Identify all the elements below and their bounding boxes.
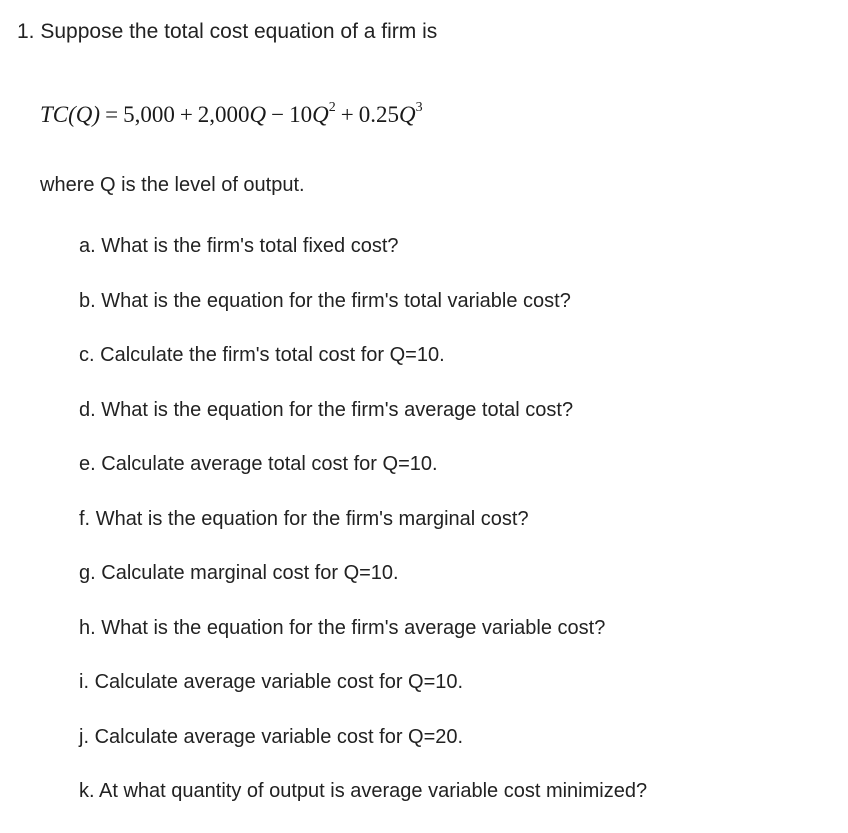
equation-quadratic-exponent: 2 xyxy=(328,100,336,116)
equation-lhs-variable: (Q) xyxy=(68,102,101,127)
sub-question-text: What is the equation for the firm's marginal cost? xyxy=(95,507,529,530)
sub-question-text: What is the equation for the firm's average variable cost? xyxy=(101,616,606,639)
equation-cubic-coef: 0.25 xyxy=(358,102,400,127)
sub-question-c xyxy=(79,342,647,397)
sub-question-letter: i. xyxy=(79,671,89,693)
sub-question-text: What is the firm's total fixed cost? xyxy=(101,235,399,257)
sub-question-letter: b. xyxy=(79,289,96,312)
equation-plus-2: + xyxy=(340,102,354,127)
sub-question-letter: f. xyxy=(79,507,91,530)
equation-quadratic-coef: 10 xyxy=(289,102,313,127)
sub-question-text: At what quantity of output is average variable cost minimized? xyxy=(99,780,648,802)
sub-question-j xyxy=(79,724,647,779)
sub-question-letter: a. xyxy=(79,235,96,257)
where-statement: where Q is the level of output. xyxy=(40,174,305,196)
sub-question-letter: k. xyxy=(79,780,95,802)
equation-equals: = xyxy=(105,102,119,127)
equation-linear-var: Q xyxy=(249,102,267,127)
sub-question-e xyxy=(79,451,647,506)
sub-question-text: Calculate the firm's total cost for Q=10. xyxy=(100,344,445,366)
sub-question-i xyxy=(79,669,647,724)
equation-fixed-term: 5,000 xyxy=(123,102,175,127)
sub-question-f xyxy=(79,506,647,561)
sub-question-k xyxy=(79,778,647,833)
total-cost-equation xyxy=(40,99,423,131)
question-intro: 1. Suppose the total cost equation of a firm is xyxy=(17,20,438,43)
sub-question-text: What is the equation for the firm's average total cost? xyxy=(101,398,574,421)
sub-question-d xyxy=(79,397,647,452)
sub-question-text: Calculate average total cost for Q=10. xyxy=(101,453,438,475)
sub-question-text: Calculate average variable cost for Q=20. xyxy=(94,725,464,748)
equation-plus-1: + xyxy=(179,102,193,127)
sub-question-list xyxy=(79,233,647,833)
equation-lhs-function: TC xyxy=(40,102,69,127)
sub-question-b xyxy=(79,288,647,343)
sub-question-letter: c. xyxy=(79,344,95,366)
sub-question-text: What is the equation for the firm's total variable cost? xyxy=(101,289,571,312)
equation-linear-coef: 2,000 xyxy=(197,102,250,127)
sub-question-letter: d. xyxy=(79,398,96,421)
sub-question-text: Calculate marginal cost for Q=10. xyxy=(101,562,399,584)
sub-question-text: Calculate average variable cost for Q=10. xyxy=(94,671,464,693)
sub-question-letter: j. xyxy=(79,725,89,748)
sub-question-letter: h. xyxy=(79,616,96,639)
sub-question-a xyxy=(79,233,647,288)
sub-question-g xyxy=(79,560,647,615)
equation-minus: − xyxy=(271,102,285,127)
sub-question-letter: g. xyxy=(79,562,96,584)
equation-cubic-var: Q xyxy=(399,102,416,127)
sub-question-h xyxy=(79,615,647,670)
sub-question-letter: e. xyxy=(79,453,96,475)
equation-quadratic-var: Q xyxy=(312,102,329,127)
equation-cubic-exponent: 3 xyxy=(415,100,423,116)
